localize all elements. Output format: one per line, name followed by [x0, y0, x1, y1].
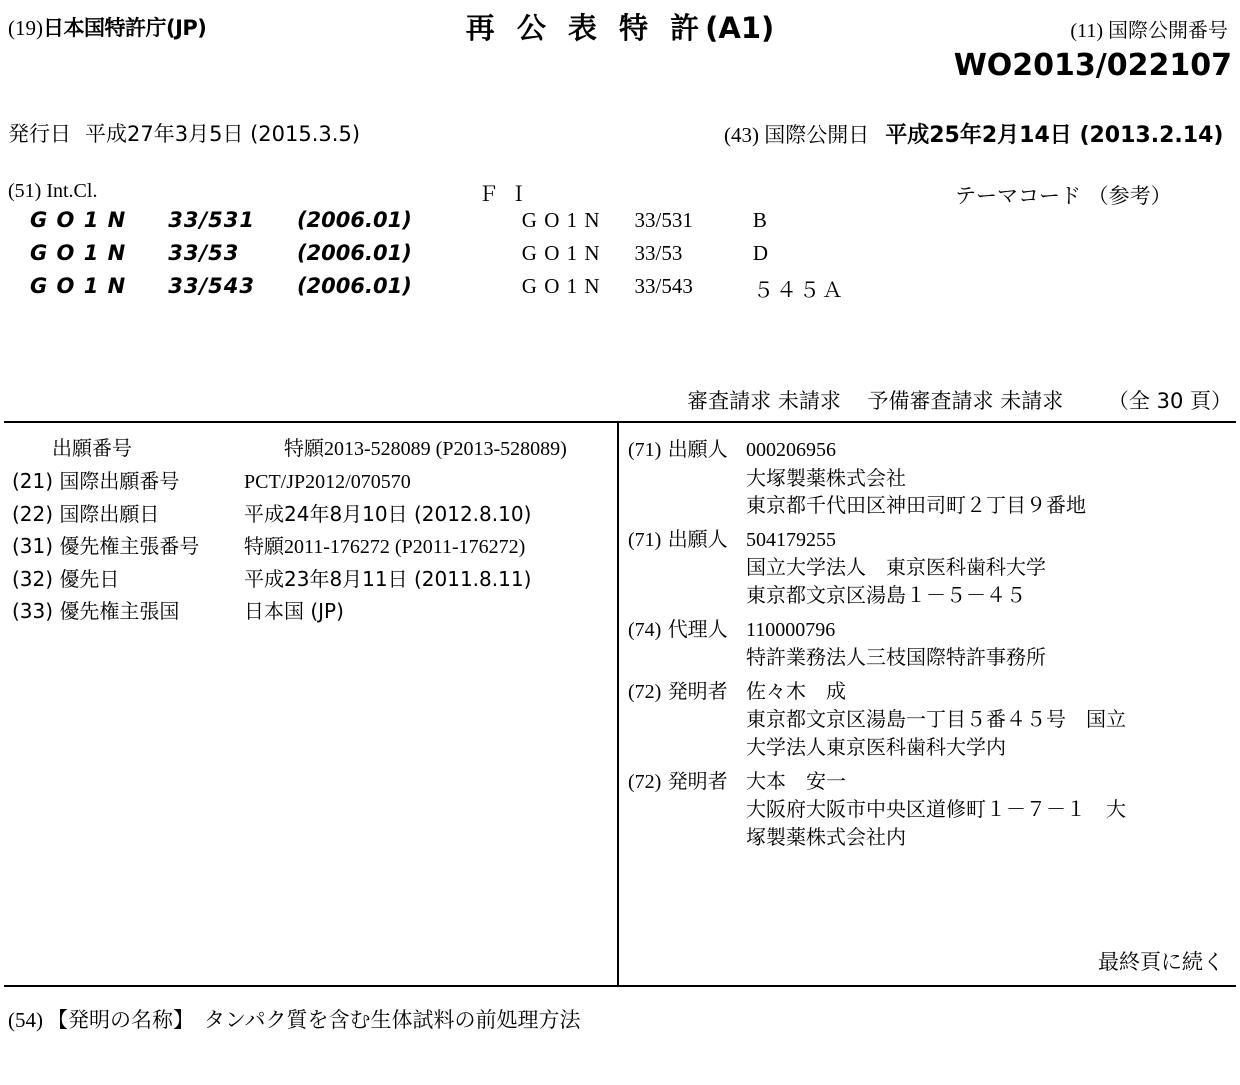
ipc-label [8, 180, 97, 203]
continued-note: 最終頁に続く [1098, 950, 1224, 974]
ipc-subclass: 33/531 [168, 208, 255, 232]
party-code: (72) 発明者 [628, 678, 728, 703]
issue-date-value: 平成27年3月5日 (2015.3.5) [85, 122, 361, 146]
fi-extra-symbol: B [752, 208, 769, 232]
party-block-agent [628, 616, 1232, 672]
party-code: (71) 出願人 [628, 526, 728, 551]
invention-title [8, 1004, 581, 1034]
fi-extra-symbol: ５４５Ａ [752, 278, 845, 302]
party-line: 塚製薬株式会社内 [746, 824, 906, 849]
examination-request-line [0, 385, 1232, 415]
publication-number-label [768, 14, 1228, 43]
party-block-applicant-1 [628, 436, 1232, 520]
total-pages: （全 30 頁） [1107, 389, 1232, 413]
priority-number-label: (31) 優先権主張番号 [12, 534, 200, 558]
party-identifier: 000206956 [746, 439, 836, 461]
party-line: 東京都千代田区神田司町２丁目９番地 [746, 493, 1086, 518]
priority-date-row [12, 567, 612, 592]
fi-main-class: G O 1 N [521, 241, 601, 265]
classification-table [8, 208, 845, 312]
party-line: 東京都文京区湯島一丁目５番４５号 国立 [746, 707, 1126, 732]
ipc-label-text: Int.Cl. [46, 180, 98, 202]
party-identifier: 504179255 [746, 528, 836, 551]
ipc-version: (2006.01) [296, 241, 412, 265]
international-application-number-value: PCT/JP2012/070570 [244, 471, 411, 493]
issue-date-label: 発行日 [8, 122, 71, 146]
party-identifier: 大本 安一 [746, 768, 846, 793]
classification-row [8, 208, 845, 241]
international-filing-date-label: (22) 国際出願日 [12, 502, 160, 526]
priority-number-value: 特願2011-176272 (P2011-176272) [244, 536, 526, 558]
invention-title-tag: 【発明の名称】 [47, 1008, 194, 1032]
classification-row [8, 241, 845, 274]
party-code: (74) 代理人 [628, 616, 728, 641]
party-line: 大阪府大阪市中央区道修町１－７－１ 大 [746, 797, 1126, 822]
ipc-main-class: G O 1 N [30, 208, 127, 232]
party-identifier: 佐々木 成 [746, 678, 846, 703]
divider-bottom [4, 985, 1236, 987]
party-header [628, 526, 1232, 555]
invention-title-name: タンパク質を含む生体試料の前処理方法 [204, 1008, 581, 1032]
party-line: 特許業務法人三枝国際特許事務所 [746, 645, 1046, 670]
party-identifier: 110000796 [746, 618, 836, 641]
ipc-main-class: G O 1 N [30, 274, 127, 298]
international-application-number-label: (21) 国際出願番号 [12, 469, 180, 493]
party-block-inventor-2 [628, 768, 1232, 852]
fi-main-class: G O 1 N [521, 274, 601, 298]
fi-main-class: G O 1 N [521, 208, 601, 232]
issue-date [8, 118, 360, 148]
application-data-column [12, 436, 612, 631]
priority-country-row [12, 599, 612, 624]
party-line: 大学法人東京医科歯科大学内 [746, 734, 1006, 759]
publication-number-code: (11) [1070, 20, 1103, 42]
intl-pub-date-code: (43) [724, 123, 759, 147]
publication-number-label-text: 国際公開番号 [1108, 18, 1228, 42]
fi-subclass: 33/531 [634, 208, 693, 232]
intl-pub-date-value: 平成25年2月14日 (2013.2.14) [885, 123, 1224, 148]
international-publication-date [724, 118, 1223, 149]
issuing-office-code: (19) [8, 16, 43, 40]
priority-country-value: 日本国 (JP) [244, 599, 344, 623]
ipc-subclass: 33/53 [168, 241, 240, 265]
international-application-number-row [12, 469, 612, 495]
invention-title-code: (54) [8, 1008, 43, 1032]
examination-request-status: 審査請求 未請求 [687, 389, 841, 413]
intl-pub-date-label: 国際公開日 [764, 123, 870, 147]
priority-date-value: 平成23年8月11日 (2011.8.11) [244, 567, 532, 591]
party-block-inventor-1 [628, 678, 1232, 762]
fi-subclass: 33/53 [634, 241, 683, 265]
priority-number-row [12, 534, 612, 560]
application-number-value: 特願2013-528089 (P2013-528089) [284, 438, 567, 460]
party-header [628, 616, 1232, 645]
ipc-version: (2006.01) [296, 208, 412, 232]
international-filing-date-value: 平成24年8月10日 (2012.8.10) [244, 502, 532, 526]
party-header [628, 678, 1232, 707]
issuing-office-name: 日本国特許庁(JP) [43, 16, 207, 40]
ipc-main-class: G O 1 N [30, 241, 127, 265]
international-filing-date-row [12, 502, 612, 527]
preliminary-examination-status: 予備審査請求 未請求 [867, 389, 1064, 413]
divider-vertical [617, 421, 619, 985]
party-line: 東京都文京区湯島１－５－４５ [746, 582, 1026, 607]
party-code: (71) 出願人 [628, 437, 728, 461]
theme-code-label: テーマコード （参考） [955, 184, 1172, 208]
party-code: (72) 発明者 [628, 768, 728, 793]
parties-column [628, 436, 1232, 857]
ipc-code: (51) [8, 180, 42, 202]
priority-date-label: (32) 優先日 [12, 567, 120, 591]
document-title-text: 再 公 表 特 許 [465, 11, 706, 45]
application-number-label: 出願番号 [52, 436, 132, 460]
classification-row [8, 274, 845, 312]
publication-number-value: WO2013/022107 [953, 48, 1232, 83]
party-line: 国立大学法人 東京医科歯科大学 [746, 555, 1046, 580]
party-line: 大塚製薬株式会社 [746, 465, 906, 490]
divider-top [4, 421, 1236, 423]
ipc-subclass: 33/543 [168, 274, 255, 298]
document-kind-code: (A1) [705, 11, 775, 45]
fi-label: Ｆ Ｉ [478, 182, 532, 206]
priority-country-label: (33) 優先権主張国 [12, 599, 180, 623]
party-header [628, 768, 1232, 797]
party-block-applicant-2 [628, 526, 1232, 610]
application-number-row [12, 436, 612, 462]
party-header [628, 436, 1232, 465]
ipc-version: (2006.01) [296, 274, 412, 298]
fi-subclass: 33/543 [634, 274, 693, 298]
fi-extra-symbol: D [752, 241, 771, 265]
